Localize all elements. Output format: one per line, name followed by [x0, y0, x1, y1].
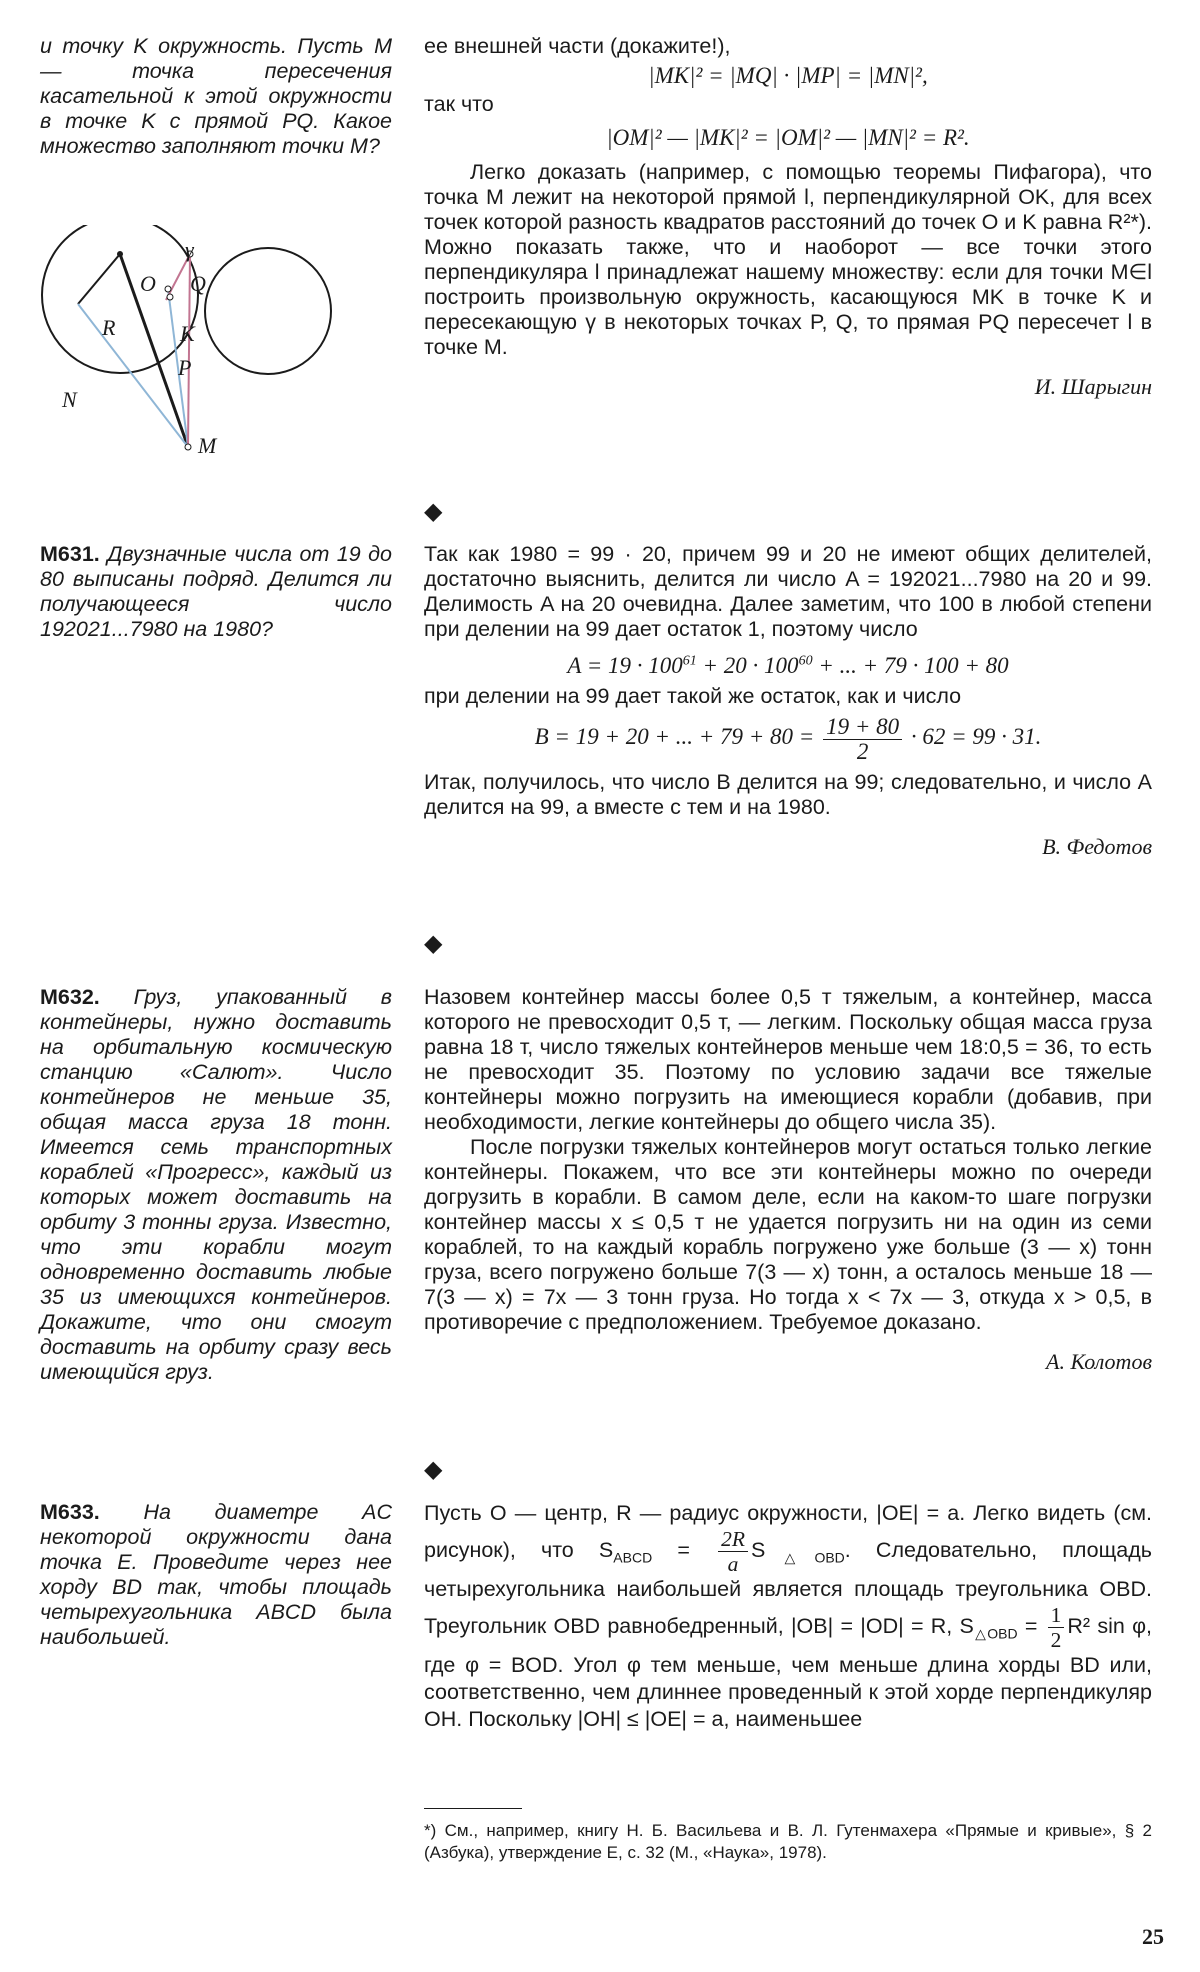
author-sharygin: И. Шарыгин [1034, 374, 1152, 399]
label-Q: Q [190, 271, 206, 296]
label-M: M [198, 433, 217, 458]
problem-text: На диаметре AC некоторой окружности дана точка E. Проведите через нее хорду BD так, чтобы площадь четырехугольника ABCD была наибольшей. [40, 1500, 392, 1649]
label-P: P [178, 355, 192, 380]
label-O: O [140, 271, 156, 296]
m631-formula-A: $A = 19 \cdot 100^{61} + 20 \cdot 100^{60}$ + ... + 79 · 100 + 80 [567, 652, 1009, 678]
problem-text: Груз, упакованный в контейнеры, нужно доставить на орбитальную космическую станцию «Салют». Число контейнеров не меньше 35, общая масса груза 18 тонн. Имеется семь транспортных кораблей «Прогресс», каждый из которых может доставить на орбиту 3 тонны груза. Известно, что эти корабли могут одновременно доставить любые 35 из имеющихся контейнеров. Докажите, что они смогут доставить на орбиту сразу весь имеющийся груз. [40, 985, 392, 1384]
problem-number: M633. [40, 1500, 100, 1524]
footnote-rule [424, 1808, 522, 1809]
m631-p1: Так как 1980 = 99 · 20, причем 99 и 20 не имеют общих делителей, достаточно выяснить, делится ли число A = 192021...7980 на 20 и 99. Делимость A на 20 очевидна. Далее заметим, что 100 в любой степени при делении на 99 дает остаток 1, поэтому число [424, 542, 1152, 641]
footnote: *) См., например, книгу Н. Б. Васильева и В. Л. Гутенмахера «Прямые и кривые», § 2 (Азбука), утверждение Е, с. 32 (М., «Наука», 1978). [424, 1821, 1152, 1862]
point-K [165, 286, 171, 292]
point-M [185, 444, 191, 450]
m631-p2: при делении на 99 дает такой же остаток, как и число [424, 683, 962, 708]
circle-small [205, 248, 331, 374]
author-fedotov: В. Федотов [1042, 833, 1152, 859]
m632-p2: После погрузки тяжелых контейнеров могут остаться только легкие контейнеры. Покажем, что все эти контейнеры можно по очереди догрузить в корабли. В самом деле, если на каком-то шаге погрузки контейнер массы x ≤ 0,5 т не удается погрузить ни на один из семи кораблей, то на каждый корабль погружено уже больше (3 — x) тонн груза, всего погружено больше 7(3 — x) тонн, а осталось меньше 18 — 7(3 — x) = 7x — 3 тонн груза. Но тогда x < 7x — 3, откуда x > 0,5, в противоречие с предположением. Требуемое доказано. [424, 1135, 1152, 1334]
problem-number: M631. [40, 542, 100, 566]
geometry-figure [40, 225, 370, 465]
page-number: 25 [1142, 1924, 1164, 1949]
point-O [117, 251, 123, 257]
m632-p1: Назовем контейнер массы более 0,5 т тяжелым, а контейнер, масса которого не превосходит 0,5 т, — легким. Поскольку общая масса груза равна 18 т, число тяжелых контейнеров меньше чем 18:0,5 = 36, то есть не превосходит 35. Поэтому по условию задачи все тяжелые контейнеры можно погрузить на имеющиеся корабли (добавив, при необходимости, легкие контейнеры до общего числа 35). [424, 985, 1152, 1134]
label-N: N [62, 387, 77, 412]
s630-line1: ее внешней части (докажите!), [424, 34, 731, 58]
separator-diamond-3: ◆ [424, 1456, 443, 1483]
s630-formula-2: |OM|² — |MK|² = |OM|² — |MN|² = R². [606, 125, 970, 150]
problem-630-tail: и точку K окружность. Пусть M — точка пересечения касательной к этой окружности в точке K с прямой PQ. Какое множество заполняют точки M? [40, 34, 392, 158]
solution-m633 [424, 1500, 1152, 1733]
m631-formula-B: B = 19 + 20 + ... + 79 + 80 = $\frac{19 + 80}{2}$ · 62 = 99 · 31. [534, 713, 1042, 764]
segment-ON [78, 254, 120, 304]
m633-text: Пусть O — центр, R — радиус окружности, |OE| = a. Легко видеть (см. рисунок), что $S_{ABCD}$ = $\frac{2R}{a}$ $S_{\triangle OBD}$. Следовательно, площадь четырехугольника наибольшей является площадь треугольника OBD. Треугольник OBD равнобедренный, |OB| = |OD| = R, $S_{\triangle OBD}$ = $\frac{1}{2}$ R² sin φ, где φ = BOD. Угол φ тем меньше, чем меньше длина хорды BD или, соответственно, чем длиннее проведенный к этой хорде перпендикуляр OH. Поскольку |OH| ≤ |OE| = a, наименьшее [424, 1501, 1152, 1731]
s630-line2: так что [424, 92, 494, 116]
separator-diamond-2: ◆ [424, 930, 443, 957]
solution-630 [424, 34, 1152, 399]
problem-m632 [40, 985, 392, 1385]
solution-m631 [424, 542, 1152, 859]
solution-m632 [424, 985, 1152, 1374]
m631-p3: Итак, получилось, что число B делится на 99; следовательно, и число A делится на 99, а вместе с тем и на 1980. [424, 769, 1152, 819]
s630-paragraph: Легко доказать (например, с помощью теоремы Пифагора), что точка M лежит на некоторой прямой l, перпендикулярной OK, для всех точек которой разность квадратов расстояний до точек O и K равна R²*). Можно показать также, что и наоборот — все точки этого перпендикуляра l принадлежат нашему множеству: если для точки M∈l построить произвольную окружность, касающуюся MK в точке K и пересекающую γ в некоторых точках P, Q, то прямая PQ пересечет l в точке M. [424, 160, 1152, 359]
left-intro [40, 34, 392, 159]
tangent-NM [78, 304, 188, 447]
problem-m633 [40, 1500, 392, 1650]
problem-number: M632. [40, 985, 100, 1009]
problem-text: Двузначные числа от 19 до 80 выписаны подряд. Делится ли получающееся число 192021...7980 на 1980? [40, 542, 392, 641]
separator-diamond-1: ◆ [424, 498, 443, 525]
circle-gamma [42, 225, 198, 373]
label-gamma: γ [185, 237, 194, 262]
label-R: R [102, 315, 116, 340]
problem-m631 [40, 542, 392, 642]
point-P [167, 294, 173, 300]
s630-formula-1: |MK|² = |MQ| · |MP| = |MN|², [648, 63, 928, 88]
author-kolotov: А. Колотов [1046, 1349, 1152, 1374]
label-K: K [180, 321, 195, 346]
